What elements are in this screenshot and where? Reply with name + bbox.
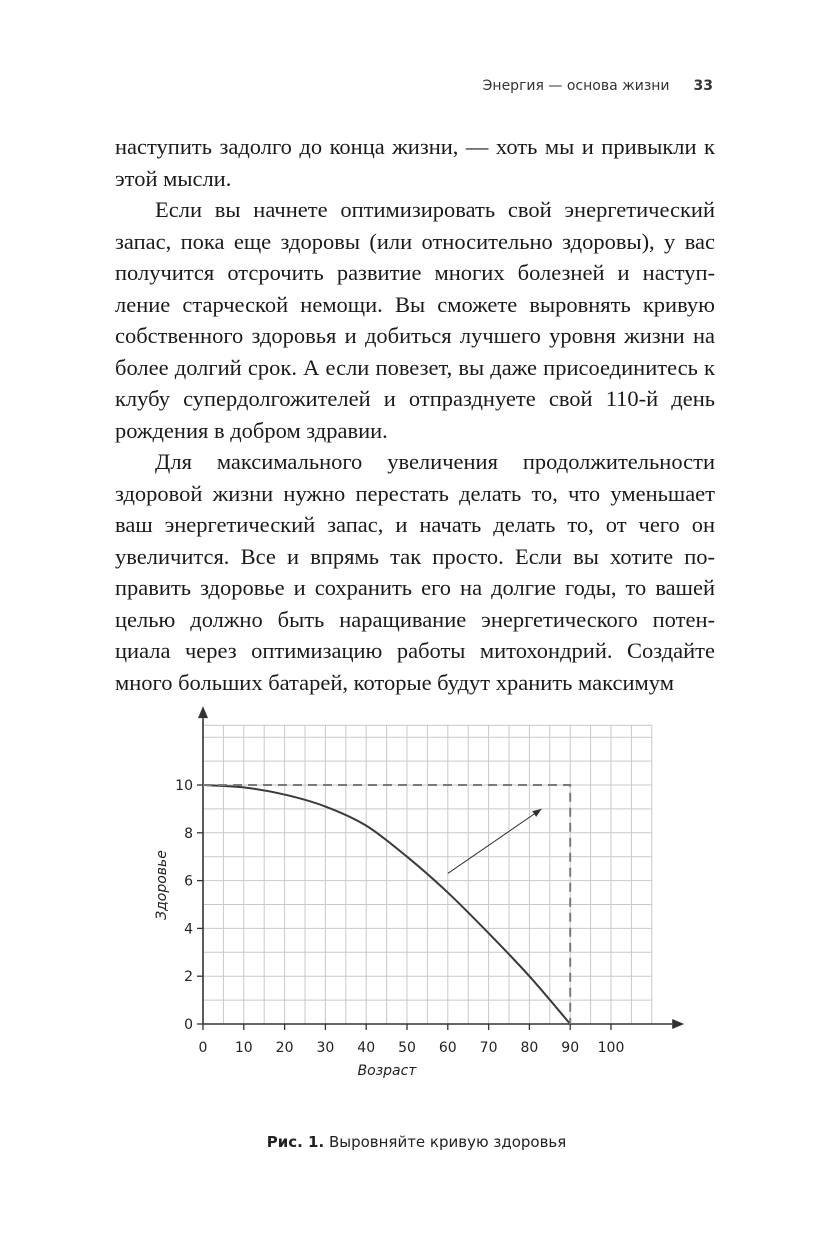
y-tick-label: 6 <box>184 873 193 890</box>
x-tick-label: 40 <box>357 1040 376 1056</box>
chart-ticks <box>175 778 624 1056</box>
y-axis-label: Здоровье <box>154 850 170 920</box>
y-tick-label: 2 <box>184 969 193 986</box>
y-tick-label: 4 <box>184 921 193 938</box>
annotation-arrow-line <box>448 809 542 874</box>
x-tick-label: 70 <box>479 1040 498 1056</box>
page-number: 33 <box>693 78 713 94</box>
x-tick-label: 100 <box>597 1040 625 1056</box>
health-chart <box>140 700 700 1100</box>
paragraph-3: Для максимального увеличения продолжительности здоровой жизни нужно перестать делать то, что уменьшает ваш энергетический запас, и начать делать то, от чего он увеличится. Все и впрямь так просто. Если вы хотите поправить здоровье и сохранить его на долгие годы, то вашей целью должно быть наращивание энергетического потенциала через оптимизацию работы митохондрий. Создайте много больших батарей, которые будут хранить максимум <box>115 449 715 695</box>
x-tick-label: 20 <box>275 1040 294 1056</box>
x-tick-label: 60 <box>438 1040 457 1056</box>
x-tick-label: 0 <box>198 1040 208 1056</box>
x-tick-label: 10 <box>234 1040 253 1056</box>
x-tick-label: 50 <box>398 1040 416 1056</box>
x-axis-label: Возраст <box>357 1063 417 1079</box>
figure-caption <box>0 1133 833 1151</box>
y-tick-label: 10 <box>175 778 193 794</box>
y-axis-arrowhead <box>198 706 208 718</box>
figure-health-chart <box>140 700 700 1100</box>
running-header <box>483 78 713 94</box>
caption-text: Выровняйте кривую здоровья <box>328 1133 567 1151</box>
x-tick-label: 80 <box>520 1040 539 1056</box>
body-text <box>115 131 715 698</box>
paragraph-1: наступить задолго до конца жизни, — хоть мы и привыкли к этой мысли. <box>115 134 715 191</box>
caption-label: Рис. 1. <box>266 1133 325 1151</box>
y-tick-label: 8 <box>184 825 193 842</box>
running-title: Энергия — основа жизни <box>482 78 670 94</box>
paragraph-2: Если вы начнете оптимизировать свой энергетический запас, пока еще здоровы (или относительно здоровы), у вас получится отсрочить развитие многих болезней и наступление старческой немощи. Вы сможете выровнять кривую собственного здоровья и добиться лучшего уровня жизни на более долгий срок. А если повезет, вы даже присоединитесь к клубу супердолгожителей и отпразднуете свой 110-й день рождения в добром здравии. <box>115 197 715 443</box>
x-axis-arrowhead <box>672 1019 684 1029</box>
annotation-arrowhead <box>532 809 541 817</box>
x-tick-label: 90 <box>561 1040 580 1056</box>
y-tick-label: 0 <box>184 1017 193 1033</box>
x-tick-label: 30 <box>316 1040 335 1056</box>
